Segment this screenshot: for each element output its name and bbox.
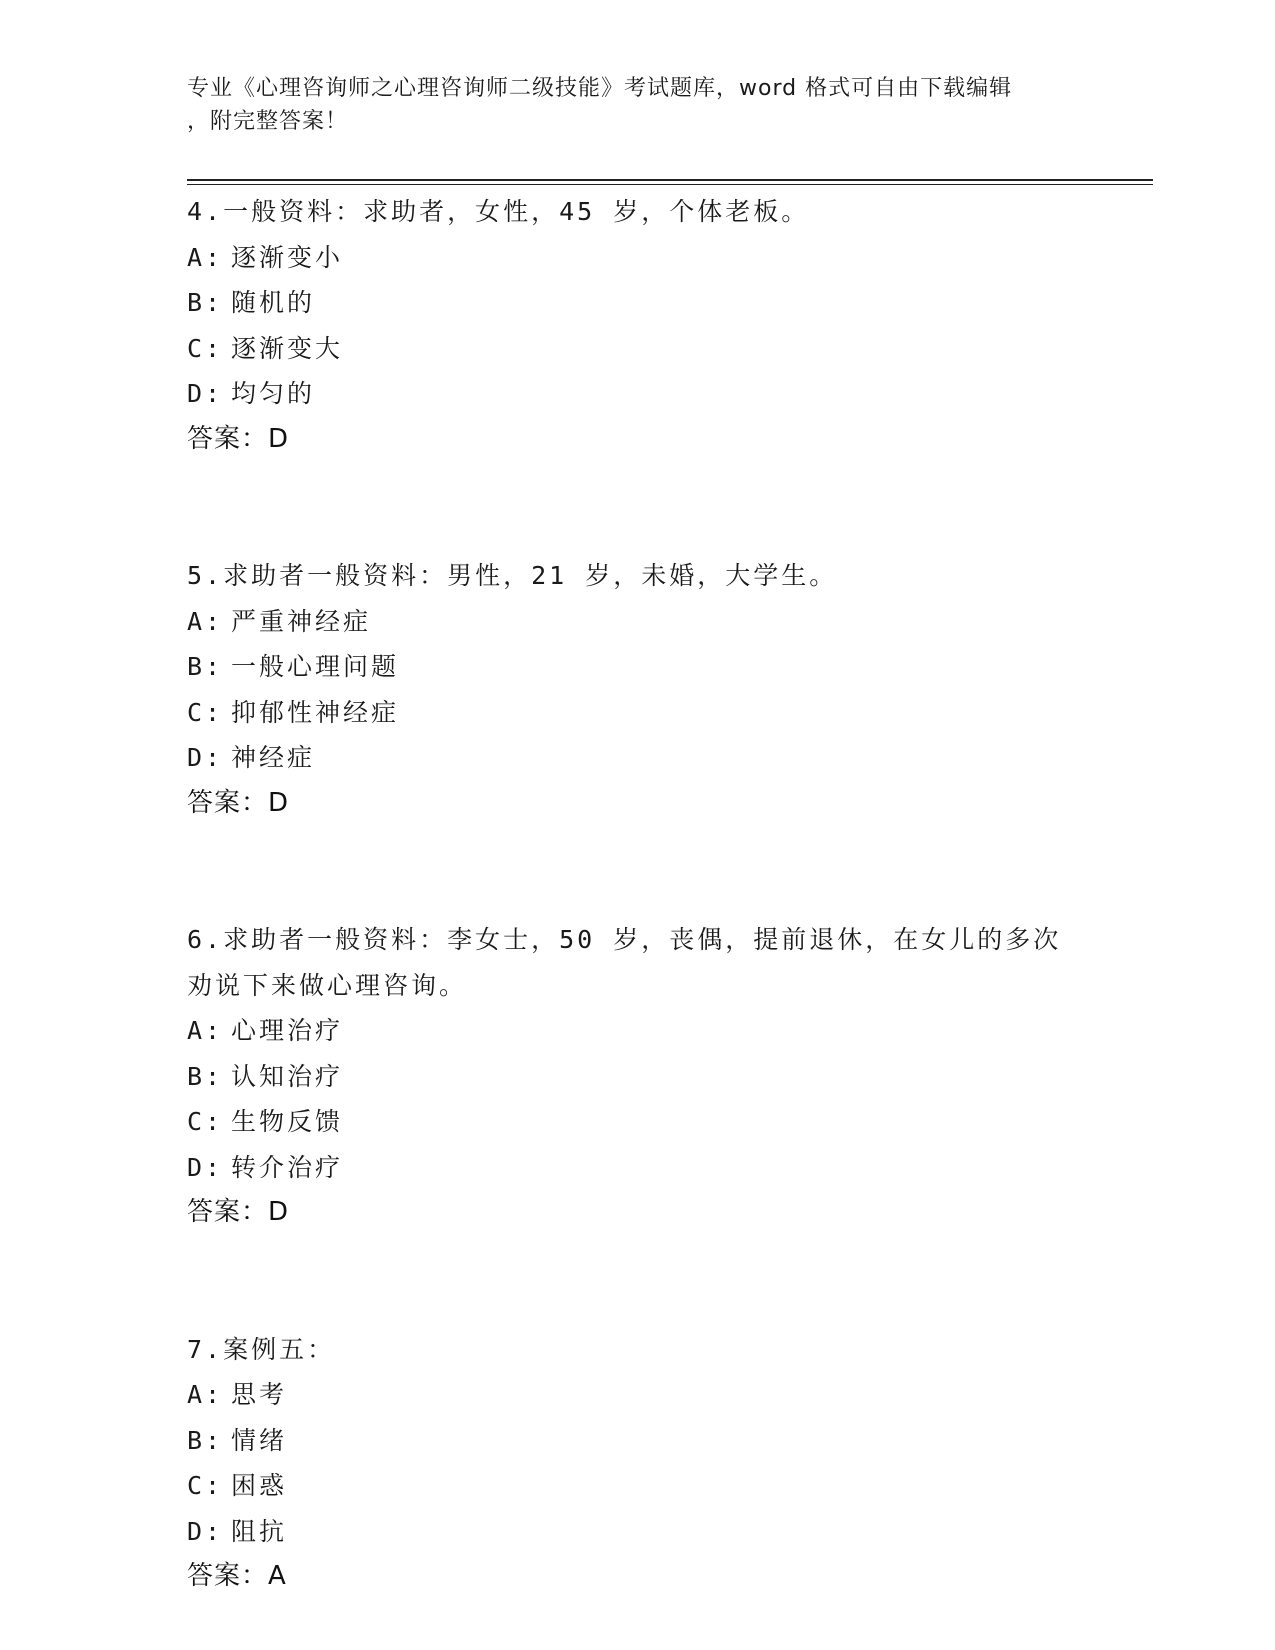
option-c — [187, 326, 1067, 372]
option-a — [187, 599, 1067, 645]
question-text: 7.案例五： — [187, 1334, 336, 1364]
option-text: 思考 — [231, 1380, 288, 1409]
answer-text: 答案：D — [187, 787, 290, 818]
option-letter: D: — [187, 743, 224, 772]
option-text: 情绪 — [231, 1425, 288, 1455]
option-letter: C: — [187, 1107, 224, 1136]
option-text: 随机的 — [231, 288, 316, 317]
option-letter: D: — [187, 1516, 224, 1546]
question-item — [187, 1327, 1067, 1600]
answer-text: 答案：A — [187, 1561, 287, 1591]
option-letter: C: — [187, 333, 224, 363]
question-text: 5.求助者一般资料：男性，21 岁，未婚，大学生。 — [187, 561, 838, 590]
option-d — [187, 735, 1067, 781]
option-letter: D: — [187, 379, 224, 408]
option-b — [187, 1418, 1067, 1464]
option-letter: C: — [187, 697, 224, 727]
answer-text: 答案：D — [187, 1197, 290, 1227]
option-letter: A: — [187, 606, 224, 636]
answer-text: 答案：D — [187, 423, 290, 454]
question-text: 6.求助者一般资料：李女士，50 岁，丧偶，提前退休，在女儿的多次 — [187, 925, 1062, 954]
option-letter: B: — [187, 1061, 224, 1091]
option-c — [187, 690, 1067, 736]
option-a — [187, 235, 1067, 281]
spacer — [187, 462, 1067, 553]
header-line-1: 专业《心理咨询师之心理咨询师二级技能》考试题库，word 格式可自由下载编辑 — [187, 76, 1013, 101]
option-c — [187, 1099, 1067, 1145]
option-letter: C: — [187, 1471, 224, 1500]
option-letter: B: — [187, 288, 224, 317]
option-letter: B: — [187, 652, 224, 681]
option-letter: A: — [187, 1016, 224, 1045]
question-list — [187, 189, 1067, 1600]
question-text-continued: 劝说下来做心理咨询。 — [187, 970, 468, 1000]
document-header — [187, 72, 1067, 138]
option-b — [187, 1054, 1067, 1100]
question-text: 4.一般资料：求助者，女性，45 岁，个体老板。 — [187, 197, 810, 226]
option-text: 转介治疗 — [231, 1152, 344, 1182]
option-text: 认知治疗 — [231, 1061, 344, 1091]
option-text: 困惑 — [231, 1471, 288, 1500]
spacer — [187, 1236, 1067, 1327]
header-divider-thin — [187, 184, 1153, 185]
header-divider-thick — [187, 179, 1153, 181]
option-text: 阻抗 — [231, 1516, 288, 1546]
option-text: 一般心理问题 — [231, 652, 400, 681]
option-text: 神经症 — [231, 743, 316, 772]
option-text: 生物反馈 — [231, 1107, 344, 1136]
question-item — [187, 189, 1067, 553]
option-b — [187, 644, 1067, 690]
option-d — [187, 1145, 1067, 1191]
option-letter: D: — [187, 1152, 224, 1182]
option-letter: B: — [187, 1425, 224, 1455]
question-item — [187, 553, 1067, 917]
option-a — [187, 1008, 1067, 1054]
option-b — [187, 280, 1067, 326]
option-letter: A: — [187, 242, 224, 272]
option-text: 逐渐变小 — [231, 242, 344, 272]
option-d — [187, 1509, 1067, 1555]
option-text: 逐渐变大 — [231, 333, 344, 363]
option-text: 均匀的 — [231, 379, 316, 408]
option-c — [187, 1463, 1067, 1509]
option-d — [187, 371, 1067, 417]
option-text: 抑郁性神经症 — [231, 697, 400, 727]
option-a — [187, 1372, 1067, 1418]
option-text: 心理治疗 — [231, 1016, 344, 1045]
option-text: 严重神经症 — [231, 606, 372, 636]
question-item — [187, 917, 1067, 1327]
option-letter: A: — [187, 1380, 224, 1409]
header-line-2: ，附完整答案！ — [187, 109, 349, 134]
spacer — [187, 826, 1067, 917]
